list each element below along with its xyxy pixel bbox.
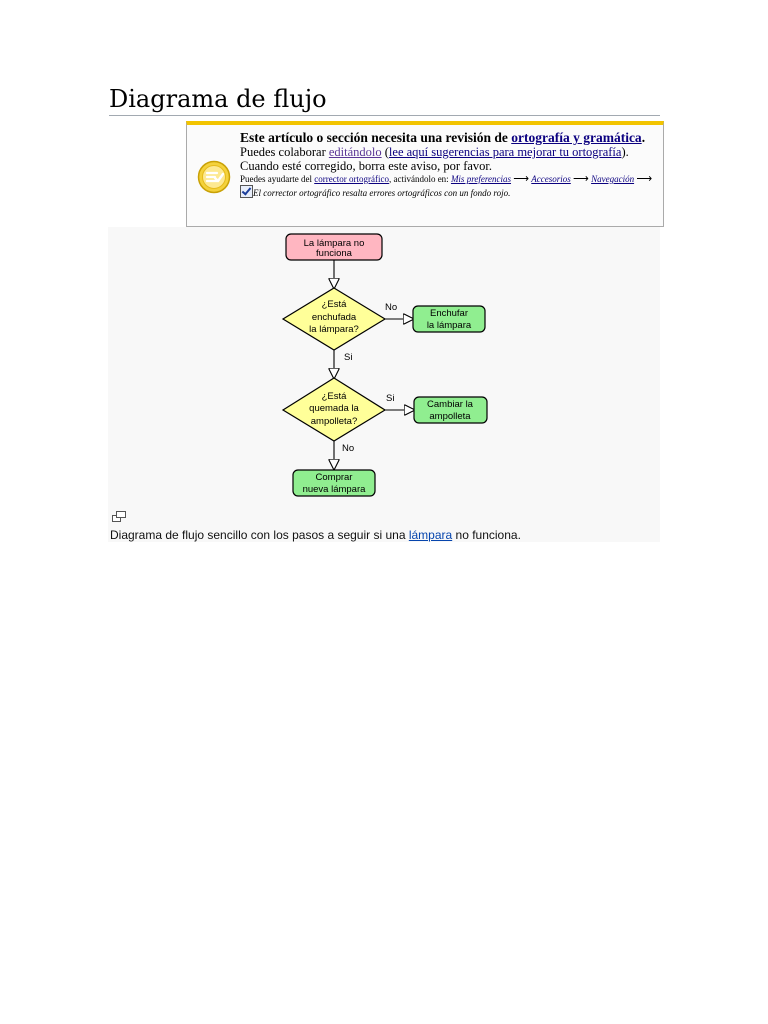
notice-remove-line: Cuando esté corregido, borra este aviso, por favor. bbox=[240, 159, 493, 173]
edge-label-no: No bbox=[342, 443, 355, 454]
action-label: ampolleta bbox=[429, 411, 471, 422]
figure-caption: Diagrama de flujo sencillo con los pasos a seguir si una lámpara no funciona. bbox=[110, 528, 521, 542]
action-label: Enchufar bbox=[429, 308, 469, 319]
edge-label-si: Si bbox=[344, 352, 353, 363]
edge-label-si: Si bbox=[386, 393, 395, 404]
action-label: la lámpara bbox=[426, 320, 472, 331]
arrow-icon: ⟶ bbox=[513, 173, 530, 185]
enlarge-icon[interactable] bbox=[112, 511, 126, 522]
decision-label: ampolleta? bbox=[310, 416, 358, 427]
preferences-link[interactable]: Mis preferencias bbox=[450, 174, 512, 184]
lamp-link[interactable]: lámpara bbox=[408, 528, 453, 542]
decision-label: ¿Está bbox=[321, 299, 347, 310]
spellchecker-link[interactable]: corrector ortográfico bbox=[314, 174, 389, 184]
spelling-tips-link[interactable]: lee aquí sugerencias para mejorar tu ortografía bbox=[388, 145, 622, 159]
page-title: Diagrama de flujo bbox=[109, 84, 660, 116]
spelling-grammar-link[interactable]: ortografía y gramática bbox=[511, 130, 642, 145]
decision-label: quemada la bbox=[309, 403, 359, 414]
decision-label: ¿Está bbox=[321, 391, 347, 402]
figure bbox=[108, 227, 660, 542]
notice-collaborate-line: Puedes colaborar editándolo (lee aquí sugerencias para mejorar tu ortografía). bbox=[240, 145, 629, 159]
start-node-label: La lámpara no bbox=[303, 238, 365, 249]
accessories-link[interactable]: Accesorios bbox=[531, 174, 571, 184]
notice-spellchecker-help: Puedes ayudarte del corrector ortográfico, activándolo en: Mis preferencias ⟶ Accesorios ⟶ Navegación ⟶ El corrector ortográfico resalta errores ortográficos con un fondo rojo. bbox=[240, 173, 653, 198]
action-label: Cambiar la bbox=[427, 399, 473, 410]
arrow-icon: ⟶ bbox=[636, 173, 653, 185]
arrow-icon: ⟶ bbox=[573, 173, 589, 185]
decision-label: enchufada bbox=[311, 312, 357, 323]
maintenance-notice bbox=[186, 121, 664, 227]
flowchart-diagram[interactable] bbox=[108, 227, 660, 512]
decision-label: la lámpara? bbox=[309, 324, 359, 335]
edit-link[interactable]: editándolo bbox=[328, 145, 382, 159]
spellcheck-icon bbox=[197, 160, 231, 194]
navigation-link[interactable]: Navegación bbox=[591, 174, 635, 184]
action-label: nueva lámpara bbox=[302, 484, 366, 495]
spellchecker-note: El corrector ortográfico resalta errores ortográficos con un fondo rojo. bbox=[253, 188, 511, 198]
notice-text bbox=[240, 130, 660, 199]
start-node-label: funciona bbox=[316, 248, 352, 259]
action-label: Comprar bbox=[315, 472, 353, 483]
edge-label-no: No bbox=[385, 302, 398, 313]
notice-headline: Este artículo o sección necesita una revisión de ortografía y gramática. bbox=[240, 130, 646, 145]
checkbox-icon bbox=[240, 185, 253, 198]
